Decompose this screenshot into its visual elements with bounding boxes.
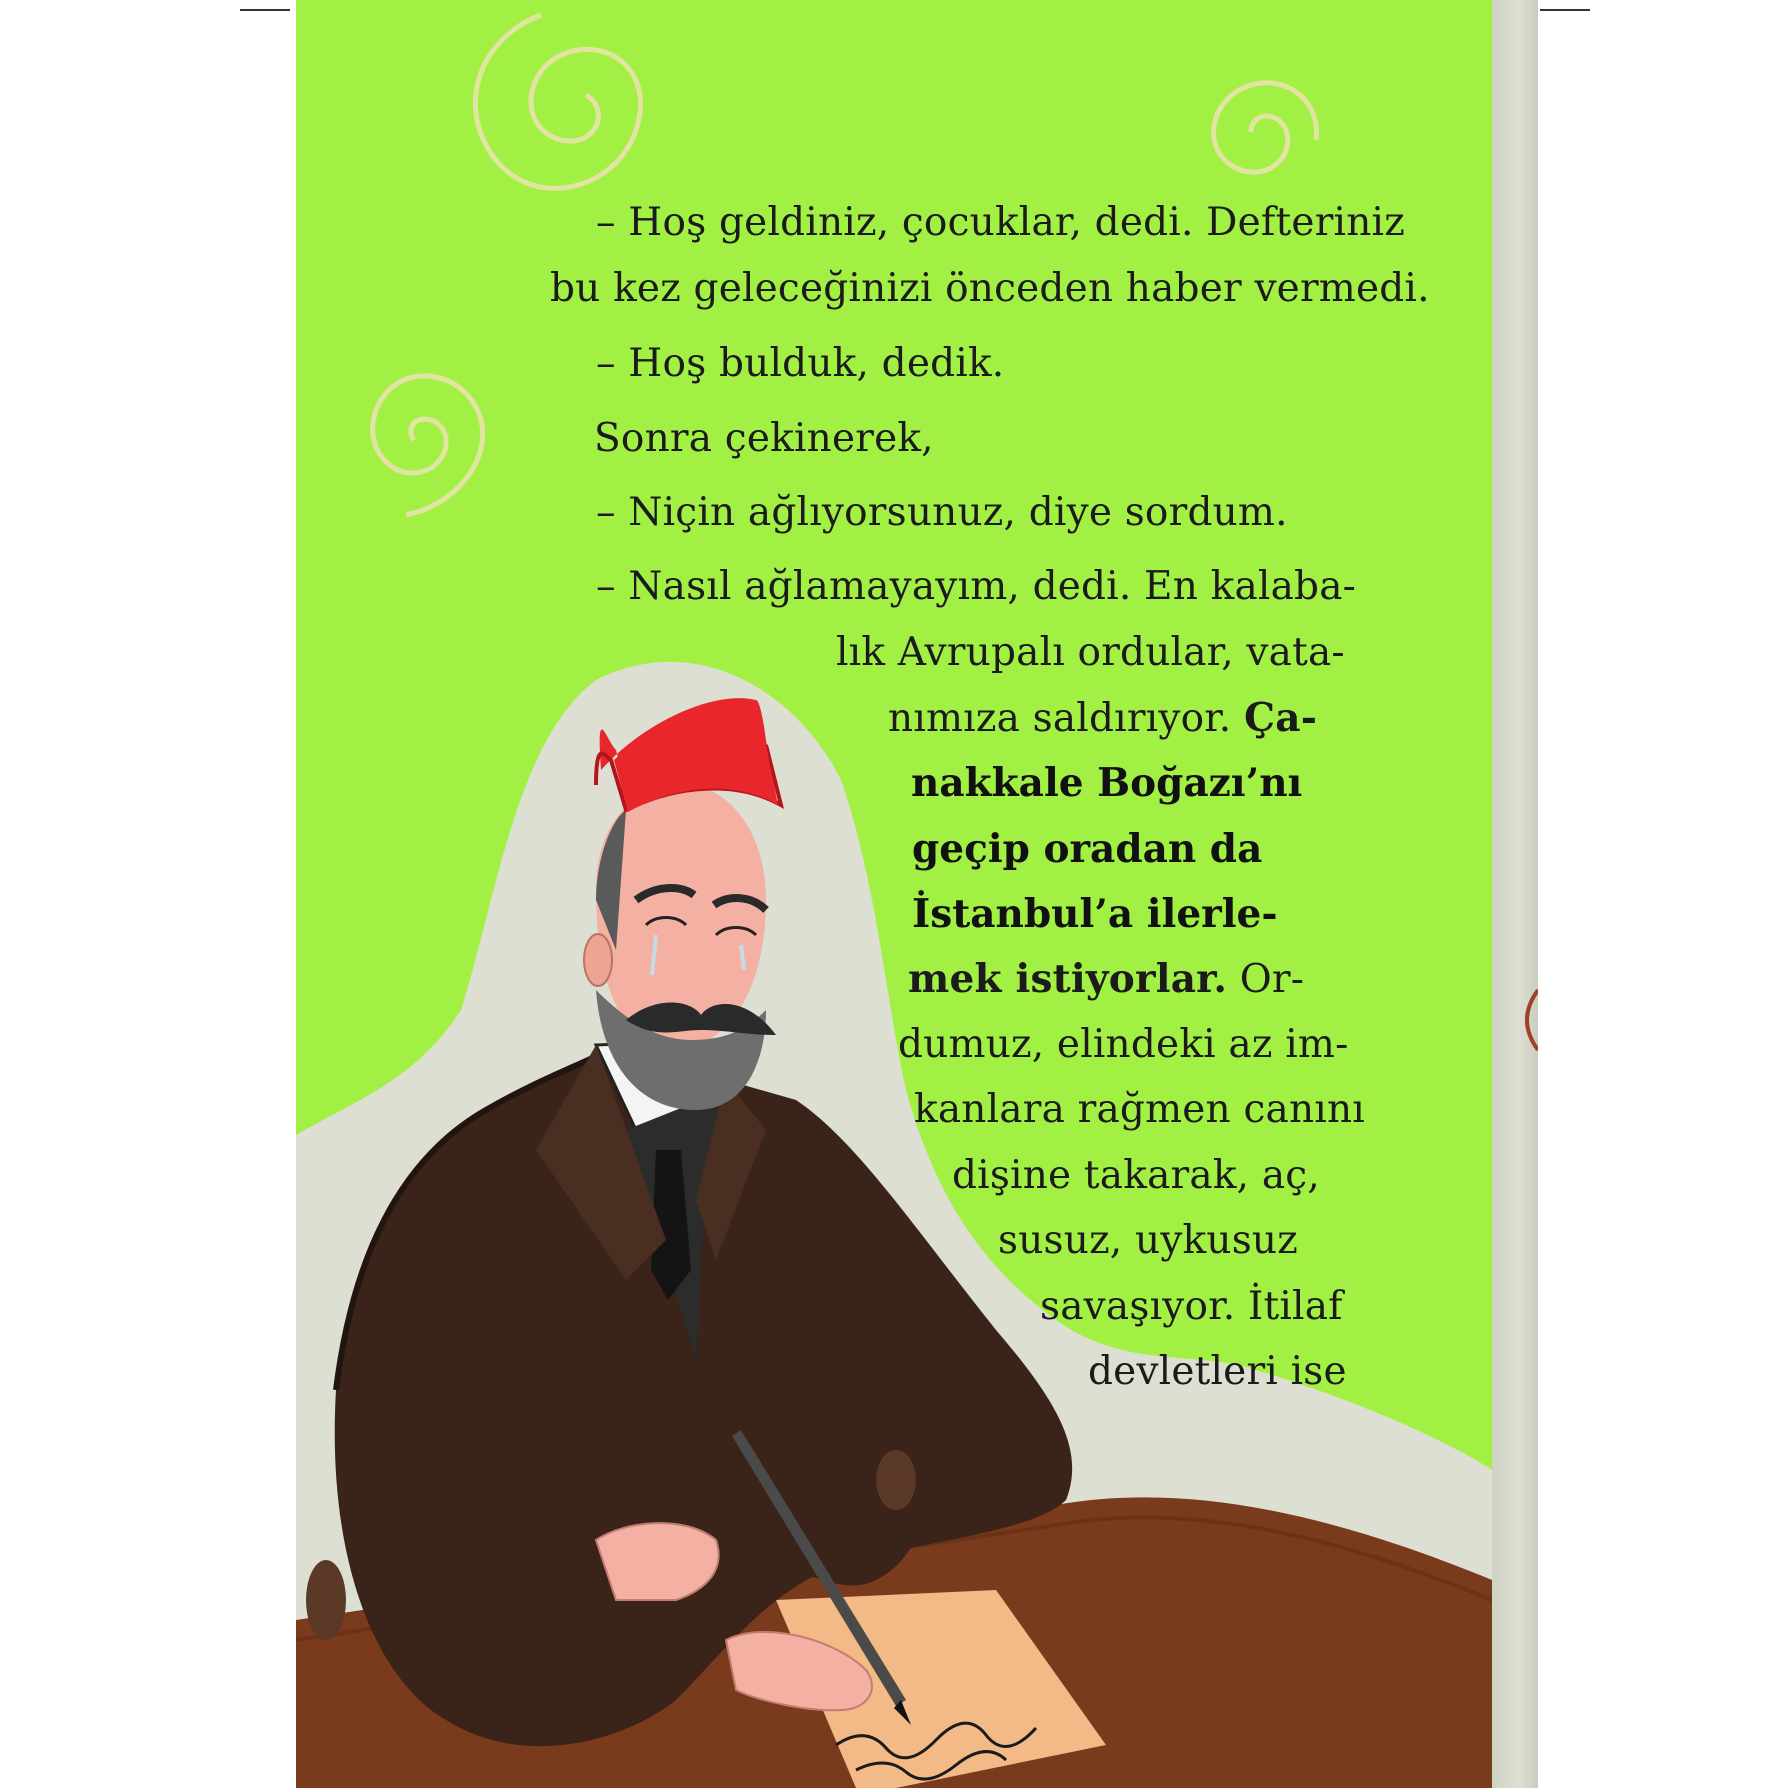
spiral-icon <box>1214 83 1317 172</box>
spiral-icon <box>373 376 483 515</box>
next-page-edge <box>1492 0 1538 1788</box>
wrapped-line-9: kanlara rağmen canını <box>914 1087 1365 1132</box>
wrapped-line-7-bold: mek istiyorlar. <box>908 956 1228 1002</box>
paragraph-4: – Niçin ağlıyorsunuz, diye sordum. <box>596 490 1288 535</box>
wrapped-line-8: dumuz, elindeki az im- <box>898 1022 1349 1067</box>
wrapped-line-11: susuz, uykusuz <box>998 1218 1298 1263</box>
wrapped-line-5: geçip oradan da <box>912 826 1263 872</box>
hand-left <box>596 1523 719 1600</box>
wrapped-line-10: dişine takarak, aç, <box>952 1153 1320 1198</box>
crop-mark-right <box>1540 9 1590 11</box>
wrapped-line-13: devletleri ise <box>1088 1349 1347 1394</box>
paragraph-1-line-1: – Hoş geldiniz, çocuklar, dedi. Defteriniz <box>596 200 1405 245</box>
wrapped-line-12: savaşıyor. İtilaf <box>1040 1284 1343 1329</box>
wrapped-line-1: – Nasıl ağlamayayım, dedi. En kalaba- <box>596 564 1357 609</box>
wrapped-line-3 <box>888 695 1317 741</box>
paragraph-3: Sonra çekinerek, <box>594 416 934 461</box>
wrapped-line-3-bold: Ça- <box>1244 695 1318 741</box>
book-page <box>296 0 1492 1788</box>
wrapped-line-7-regular: Or- <box>1227 957 1305 1002</box>
spiral-icon <box>475 15 640 188</box>
paragraph-2: – Hoş bulduk, dedik. <box>596 341 1005 386</box>
wrapped-line-6: İstanbul’a ilerle- <box>912 891 1278 937</box>
paragraph-1-line-2: bu kez geleceğinizi önceden haber vermedi. <box>550 266 1430 311</box>
wrapped-line-3-regular: nımıza saldırıyor. <box>888 696 1244 741</box>
crop-mark-left <box>240 9 290 11</box>
wrapped-line-2: lık Avrupalı ordular, vata- <box>836 630 1345 675</box>
wrapped-line-7 <box>908 956 1304 1002</box>
wrapped-line-4: nakkale Boğazı’nı <box>911 760 1303 806</box>
